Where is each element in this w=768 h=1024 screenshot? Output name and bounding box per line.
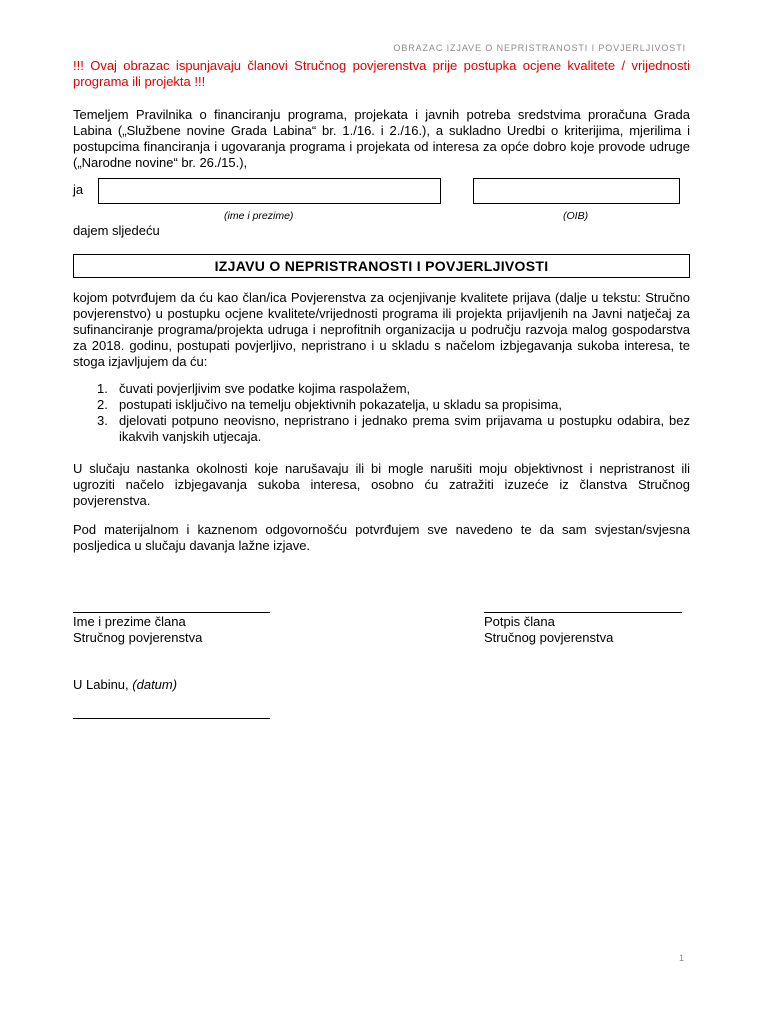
signature-label-line2: Stručnog povjerenstva [484, 630, 614, 645]
oib-field-label: (OIB) [563, 210, 589, 222]
conflict-paragraph: U slučaju nastanka okolnosti koje narušavaju ili bi mogle narušiti moju objektivnost i nepristranost ili ugroziti načelo izbjegavanja sukoba interesa, osobno ću zatražiti izuzeće iz članstva Stručnog povjerenstva. [73, 461, 690, 508]
list-item [97, 397, 690, 413]
list-item [97, 381, 690, 397]
name-signature-label [73, 614, 202, 646]
name-signature-label-line2: Stručnog povjerenstva [73, 630, 203, 645]
place-date [73, 677, 177, 693]
page-number: 1 [678, 953, 684, 963]
declarant-prefix: ja [73, 182, 84, 197]
name-field[interactable] [98, 178, 441, 204]
date-hint: (datum) [132, 677, 178, 692]
name-signature-label-line1: Ime i prezime člana [73, 614, 186, 629]
notice-text: !!! Ovaj obrazac ispunjavaju članovi Stručnog povjerenstva prije postupka ocjene kvalitete / vrijednosti programa ili projekta !!! [73, 58, 690, 89]
statement-title-box [73, 254, 690, 278]
liability-paragraph: Pod materijalnom i kaznenom odgovornošću potvrđujem sve navedeno te da sam svjestan/svjesna posljedica u slučaju davanja lažne izjave. [73, 522, 690, 553]
commitment-list [97, 381, 690, 445]
statement-title: IZJAVU O NEPRISTRANOSTI I POVJERLJIVOSTI [214, 258, 549, 274]
form-header-title: OBRAZAC IZJAVE O NEPRISTRANOSTI I POVJERLJIVOSTI [393, 43, 686, 53]
list-item-number: 1. [97, 381, 108, 396]
name-signature-line[interactable] [73, 612, 270, 613]
list-item-number: 3. [97, 413, 108, 428]
list-item-text: postupati isključivo na temelju objektivnih pokazatelja, u skladu sa propisima, [119, 397, 562, 412]
list-item-text: čuvati povjerljivim sve podatke kojima raspolažem, [119, 381, 411, 396]
list-item-text: djelovati potpuno neovisno, nepristrano i jednako prema svim prijavama u postupku odabira, bez ikakvih vanjskih utjecaja. [119, 413, 690, 444]
list-item-number: 2. [97, 397, 108, 412]
oib-field[interactable] [473, 178, 680, 204]
list-item [97, 413, 690, 445]
give-text: dajem sljedeću [73, 223, 160, 238]
signature-label-line1: Potpis člana [484, 614, 555, 629]
name-field-label: (ime i prezime) [224, 210, 294, 222]
signature-line[interactable] [484, 612, 682, 613]
signature-label [484, 614, 613, 646]
statement-body: kojom potvrđujem da ću kao član/ica Povjerenstva za ocjenjivanje kvalitete prijava (dalje u tekstu: Stručno povjerenstvo) u postupku ocjene kvalitete/vrijednosti programa ili projekta prijavljenih na Javni natječaj za sufinanciranje programa/projekta udruga i neprofitnih organizacija u području razvoja malog gospodarstva za 2018. godinu, postupati povjerljivo, nepristrano i u skladu s načelom izbjegavanja sukoba interesa, te stoga izjavljujem da ću: [73, 290, 690, 369]
intro-paragraph: Temeljem Pravilnika o financiranju programa, projekata i javnih potreba sredstvima proračuna Grada Labina („Službene novine Grada Labina“ br. 1./16. i 2./16.), a sukladno Uredbi o kriterijima, mjerilima i postupcima financiranja i ugovaranja programa i projekata od interesa za opće dobro koje provode udruge („Narodne novine“ br. 26./15.), [73, 107, 690, 170]
date-line[interactable] [73, 718, 270, 719]
place-text: U Labinu, [73, 677, 129, 692]
